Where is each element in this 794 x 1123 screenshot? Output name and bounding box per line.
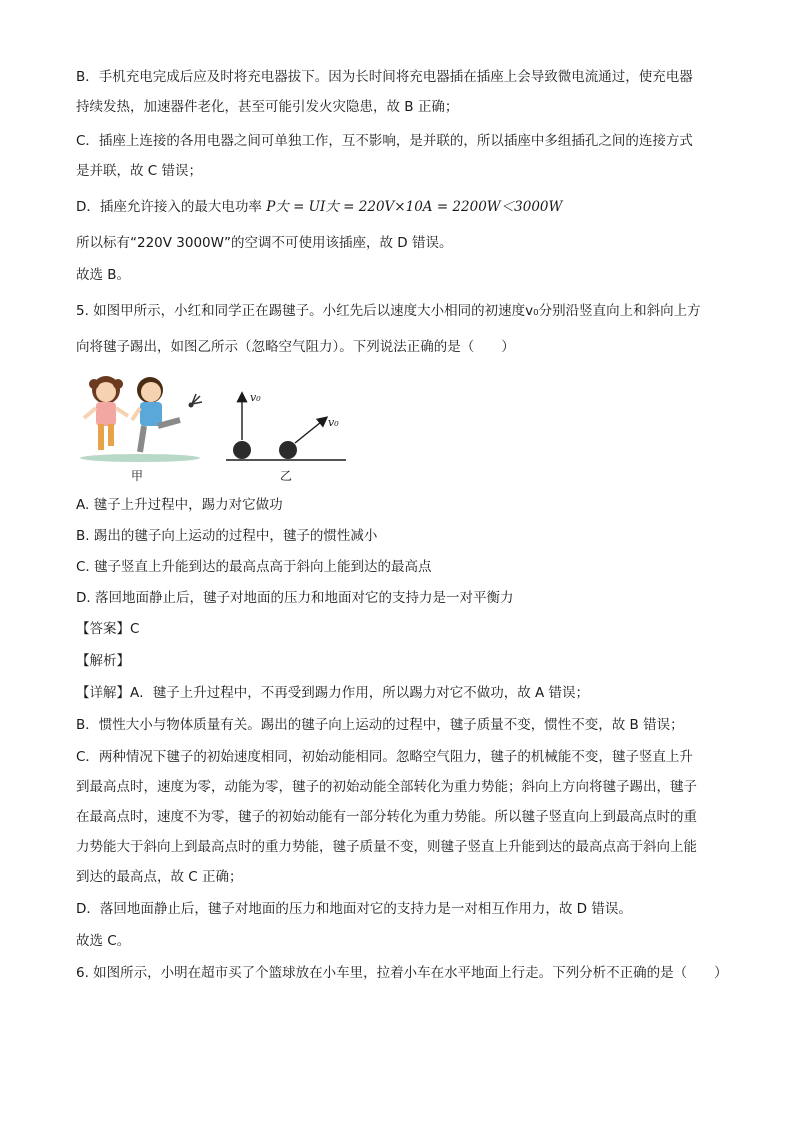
q5-analysis-tag: 【解析】 [76,653,130,669]
ball-vertical [233,441,251,459]
q5-option-d: D. 落回地面静止后，毽子对地面的压力和地面对它的支持力是一对平衡力 [76,590,514,606]
q5-answer [76,620,139,638]
q5-detail-line: 到达的最高点，故 C 正确； [76,869,243,885]
q5-detail-line: 【详解】A．毽子上升过程中，不再受到踢力作用，所以踢力对它不做功，故 A 错误； [76,685,590,701]
q5-option-b: B. 踢出的毽子向上运动的过程中，毽子的惯性减小 [76,528,378,544]
q6-stem-line1: 6. 如图所示，小明在超市买了个篮球放在小车里，拉着小车在水平地面上行走。下列分析不正确的是（ ） [76,965,728,981]
q5-stem-line2: 向将毽子踢出，如图乙所示（忽略空气阻力）。下列说法正确的是（ ） [76,339,515,355]
answer-tag: 【答案】 [76,621,130,637]
q5-detail-line: C．两种情况下毽子的初始速度相同，初始动能相同。忽略空气阻力，毽子的机械能不变，毽子竖直上升 [76,749,693,765]
q4-choice: 故选 B。 [76,267,131,283]
figure-jia-illustration [74,368,214,464]
q4-option-c-line1: C．插座上连接的各用电器之间可单独工作，互不影响，是并联的，所以插座中多组插孔之间的连接方式 [76,133,693,149]
figure-jia-label: 甲 [131,469,144,483]
v0-label-oblique: v₀ [328,416,339,429]
velocity-arrow-oblique [295,418,326,443]
q4-option-d-prefix: D．插座允许接入的最大电功率 [76,199,262,215]
q5-option-c: C. 毽子竖直上升能到达的最高点高于斜向上能到达的最高点 [76,559,432,575]
ball-oblique [279,441,297,459]
q5-detail-line: 到最高点时，速度为零，动能为零，毽子的初始动能全部转化为重力势能；斜向上方向将毽子踢出，毽子 [76,779,697,795]
q4-option-d-line2: 所以标有“220V 3000W”的空调不可使用该插座，故 D 错误。 [76,235,453,251]
q5-option-a: A. 毽子上升过程中，踢力对它做功 [76,497,283,513]
shuttlecock-icon [189,394,203,408]
q4-option-b-line1: B．手机充电完成后应及时将充电器拔下。因为长时间将充电器插在插座上会导致微电流通过，使充电器 [76,69,693,85]
girl-figure [84,376,128,450]
boy-figure [132,377,180,452]
answer-value: C [130,621,140,637]
q5-choice: 故选 C。 [76,933,131,949]
q4-option-c-line2: 是并联，故 C 错误； [76,163,203,179]
v0-label-vertical: v₀ [250,391,261,404]
q4-option-d-line1 [76,198,562,216]
q5-detail-line: B．惯性大小与物体质量有关。踢出的毽子向上运动的过程中，毽子质量不变，惯性不变，故 B 错误； [76,717,684,733]
q5-detail-line: D．落回地面静止后，毽子对地面的压力和地面对它的支持力是一对相互作用力，故 D 错误。 [76,901,632,917]
q5-stem-line1: 5. 如图甲所示，小红和同学正在踢毽子。小红先后以速度大小相同的初速度v₀分别沿竖直向上和斜向上方 [76,303,701,319]
q4-power-formula: P大 = UI大 = 220V×10A = 2200W＜3000W [266,199,563,215]
q5-detail-line: 在最高点时，速度不为零，毽子的初始动能有一部分转化为重力势能。所以毽子竖直向上到最高点时的重 [76,809,697,825]
q4-option-b-line2: 持续发热，加速器件老化，甚至可能引发火灾隐患，故 B 正确； [76,99,459,115]
figure-yi-label: 乙 [280,469,293,483]
q5-detail-line: 力势能大于斜向上到最高点时的重力势能，毽子质量不变，则毽子竖直上升能到达的最高点高于斜向上能 [76,839,697,855]
